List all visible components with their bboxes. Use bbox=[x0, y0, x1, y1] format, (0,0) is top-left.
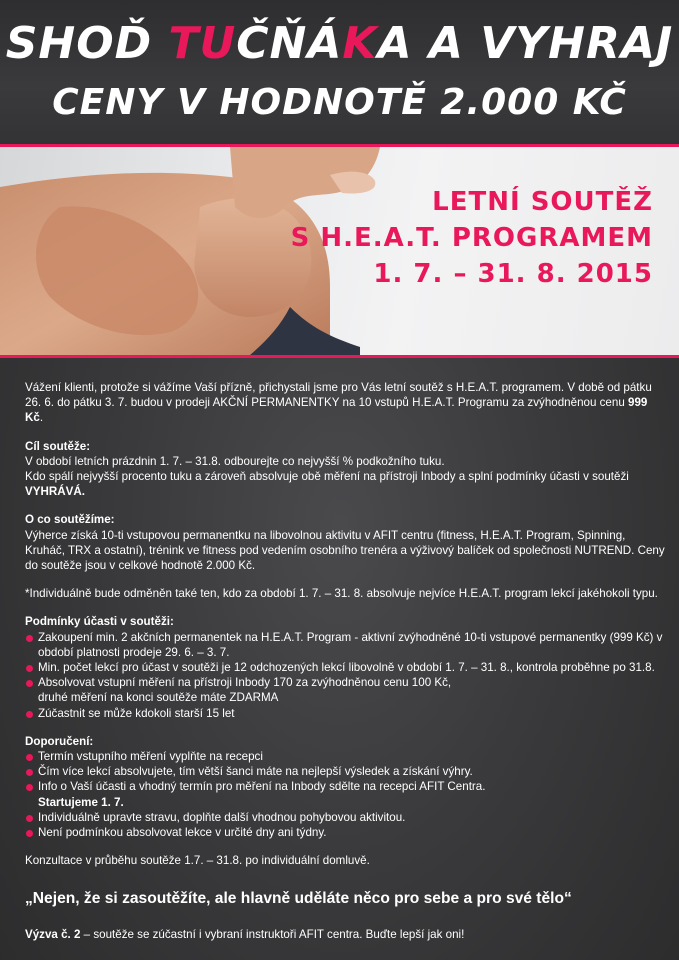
bottom-divider bbox=[0, 355, 679, 358]
motto-quote: „Nejen, že si zasoutěžíte, ale hlavně uděláte něco pro sebe a pro své tělo“ bbox=[25, 890, 572, 907]
promo-title: LETNÍ SOUTĚŽ bbox=[432, 187, 653, 217]
individual-note: *Individuálně bude odměněn také ten, kdo za období 1. 7. – 31. 8. absolvuje nejvíce H.E.A.T. program lekcí jakéhokoli typu. bbox=[25, 587, 658, 601]
section-title-podminky: Podmínky účasti v soutěži: bbox=[25, 615, 174, 629]
section-title-doporuceni: Doporučení: bbox=[25, 734, 94, 748]
podminky-list bbox=[25, 630, 665, 721]
list-item: Min. počet lekcí pro účast v soutěži je 12 odchozených lekcí libovolně v období 1. 7. – 31. 8., kontrola proběhne po 31.8. bbox=[25, 660, 665, 675]
section-title-cil: Cíl soutěže: bbox=[25, 439, 91, 453]
list-item: Info o Vaší účasti a vhodný termín pro měření na Inbody sdělte na recepci AFIT Centra. bbox=[25, 779, 665, 794]
body-content bbox=[25, 380, 665, 868]
list-item: Absolvovat vstupní měření na přístroji Inbody 170 za zvýhodněnou cenu 100 Kč, bbox=[25, 675, 665, 690]
hero-photo bbox=[0, 147, 679, 355]
intro-paragraph: Vážení klienti, protože si vážíme Vaší přízně, přichystali jsme pro Vás letní soutěž s H.E.A.T. programem. V době od pátku 26. 6. do pátku 3. 7. budou v prodeji AKČNÍ PERMANENTKY na 10 vstupů H.E.A.T. Programu za zvýhodněnou cenu 999 Kč. bbox=[25, 381, 652, 425]
challenge-note: Výzva č. 2 – soutěže se zúčastní i vybraní instruktoři AFIT centra. Buďte lepší jak oni! bbox=[25, 928, 465, 941]
list-item: Termín vstupního měření vyplňte na recepci bbox=[25, 749, 665, 764]
cil-line2: Kdo spálí nejvyšší procento tuku a zároveň absolvuje obě měření na přístroji Inbody a splní podmínky účasti v soutěži VYHRÁVÁ. bbox=[25, 470, 629, 499]
cil-line1: V období letních prázdnin 1. 7. – 31.8. odbourejte co nejvyšší % podkožního tuku. bbox=[25, 454, 445, 468]
oco-text: Výherce získá 10-ti vstupovou permanentku na libovolnou aktivitu v AFIT centru (fitness, H.E.A.T. Program, Spinning, Kruháč, TRX a ostatní), trénink ve fitness pod vedením osobního trenéra a výživový balíček od společnosti NUTREND. Ceny do soutěže jsou v celkové hodnotě 2.000 Kč. bbox=[25, 528, 665, 573]
list-item: Zúčastnit se může kdokoli starší 15 let bbox=[25, 706, 665, 721]
list-item: Čím více lekcí absolvujete, tím větší šanci máte na nejlepší výsledek a získání výhry. bbox=[25, 764, 665, 779]
start-date: Startujeme 1. 7. bbox=[38, 795, 124, 809]
list-item: Zakoupení min. 2 akčních permanentek na H.E.A.T. Program - aktivní zvýhodněné 10-ti vstupové permanentky (999 Kč) v období platnosti prodeje 29. 6. – 3. 7. bbox=[25, 630, 665, 660]
headline-line2: CENY V HODNOTĚ 2.000 KČ bbox=[52, 82, 627, 123]
list-item: Není podmínkou absolvovat lekce v určité dny ani týdny. bbox=[25, 825, 665, 840]
section-title-oco: O co soutěžíme: bbox=[25, 513, 115, 527]
list-item: Individuálně upravte stravu, doplňte další vhodnou pohybovou aktivitou. bbox=[25, 810, 665, 825]
list-item-continuation: druhé měření na konci soutěže máte ZDARMA bbox=[38, 691, 279, 705]
konzultace-text: Konzultace v průběhu soutěže 1.7. – 31.8. po individuální domluvě. bbox=[25, 854, 370, 868]
promo-dates: 1. 7. – 31. 8. 2015 bbox=[373, 259, 653, 289]
doporuceni-list bbox=[25, 749, 665, 840]
header-banner bbox=[0, 0, 679, 144]
headline-line1: SHOĎ TUČŇÁKA A VYHRAJ bbox=[5, 18, 674, 69]
promo-subtitle: S H.E.A.T. PROGRAMEM bbox=[290, 223, 653, 253]
